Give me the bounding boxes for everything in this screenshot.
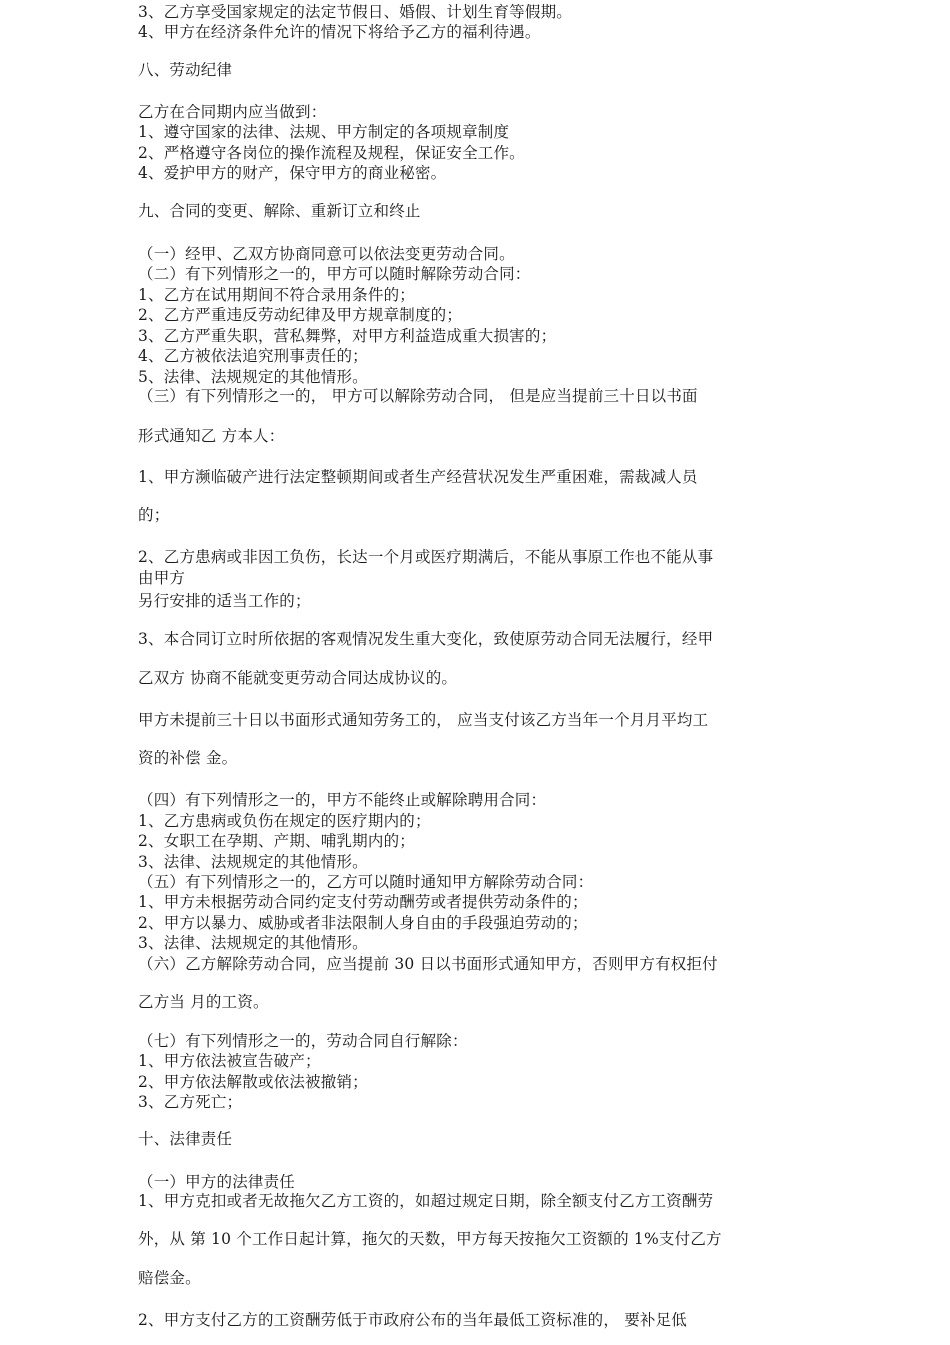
text-line: 乙方当 月的工资。 [138, 993, 269, 1011]
text-line: 1、甲方依法被宣告破产； [138, 1052, 321, 1070]
text-line: 3、法律、法规规定的其他情形。 [138, 853, 368, 871]
text-line: 3、乙方享受国家规定的法定节假日、婚假、计划生育等假期。 [138, 3, 572, 21]
text-line: 2、乙方严重违反劳动纪律及甲方规章制度的； [138, 306, 463, 324]
text-line: （七）有下列情形之一的，劳动合同自行解除： [138, 1032, 468, 1050]
text-line: 4、爱护甲方的财产，保守甲方的商业秘密。 [138, 164, 447, 182]
text-line: 乙双方 协商不能就变更劳动合同达成协议的。 [138, 669, 458, 687]
text-line: 2、女职工在孕期、产期、哺乳期内的； [138, 832, 415, 850]
text-line: 资的补偿 金。 [138, 749, 238, 767]
text-line: （六）乙方解除劳动合同，应当提前 30 日以书面形式通知甲方，否则甲方有权拒付 [138, 955, 718, 973]
text-line: 1、乙方在试用期间不符合录用条件的； [138, 286, 415, 304]
text-line: 2、乙方患病或非因工负伤，长达一个月或医疗期满后，不能从事原工作也不能从事 [138, 548, 714, 566]
text-line: （一）甲方的法律责任 [138, 1173, 296, 1191]
text-line: 形式通知乙 方本人： [138, 427, 285, 445]
text-line: 甲方未提前三十日以书面形式通知劳务工的， 应当支付该乙方当年一个月月平均工 [138, 711, 709, 729]
text-line: 5、法律、法规规定的其他情形。 [138, 368, 368, 386]
text-line: 十、法律责任 [138, 1130, 233, 1148]
text-line: （五）有下列情形之一的，乙方可以随时通知甲方解除劳动合同： [138, 873, 594, 891]
text-line: （三）有下列情形之一的， 甲方可以解除劳动合同， 但是应当提前三十日以书面 [138, 387, 698, 405]
text-line: 1、甲方克扣或者无故拖欠乙方工资的，如超过规定日期，除全额支付乙方工资酬劳 [138, 1192, 714, 1210]
text-line: （二）有下列情形之一的，甲方可以随时解除劳动合同： [138, 265, 531, 283]
text-line: 3、乙方死亡； [138, 1093, 243, 1111]
text-line: 九、合同的变更、解除、重新订立和终止 [138, 202, 421, 220]
text-line: 3、乙方严重失职，营私舞弊，对甲方利益造成重大损害的； [138, 327, 557, 345]
text-line: 3、法律、法规规定的其他情形。 [138, 934, 368, 952]
text-line: 2、严格遵守各岗位的操作流程及规程，保证安全工作。 [138, 144, 525, 162]
text-line: （一）经甲、乙双方协商同意可以依法变更劳动合同。 [138, 245, 515, 263]
text-line: 3、本合同订立时所依据的客观情况发生重大变化，致使原劳动合同无法履行，经甲 [138, 630, 714, 648]
text-line: 4、甲方在经济条件允许的情况下将给予乙方的福利待遇。 [138, 23, 541, 41]
text-line: 的； [138, 506, 170, 524]
text-line: 1、乙方患病或负伤在规定的医疗期内的； [138, 812, 431, 830]
text-line: 1、甲方濒临破产进行法定整顿期间或者生产经营状况发生严重困难，需裁减人员 [138, 468, 698, 486]
text-line: 2、甲方支付乙方的工资酬劳低于市政府公布的当年最低工资标准的， 要补足低 [138, 1311, 687, 1329]
text-line: 外，从 第 10 个工作日起计算，拖欠的天数，甲方每天按拖欠工资额的 1%支付乙方 [138, 1230, 722, 1248]
text-line: 八、劳动纪律 [138, 61, 233, 79]
text-line: （四）有下列情形之一的，甲方不能终止或解除聘用合同： [138, 791, 547, 809]
text-line: 另行安排的适当工作的； [138, 592, 311, 610]
text-line: 赔偿金。 [138, 1269, 201, 1287]
text-line: 由甲方 [138, 569, 186, 587]
text-line: 4、乙方被依法追究刑事责任的； [138, 347, 368, 365]
text-line: 1、遵守国家的法律、法规、甲方制定的各项规章制度 [138, 123, 510, 141]
text-line: 乙方在合同期内应当做到： [138, 103, 327, 121]
text-line: 2、甲方依法解散或依法被撤销； [138, 1073, 368, 1091]
text-line: 1、甲方未根据劳动合同约定支付劳动酬劳或者提供劳动条件的； [138, 893, 588, 911]
text-line: 2、甲方以暴力、威胁或者非法限制人身自由的手段强迫劳动的； [138, 914, 588, 932]
